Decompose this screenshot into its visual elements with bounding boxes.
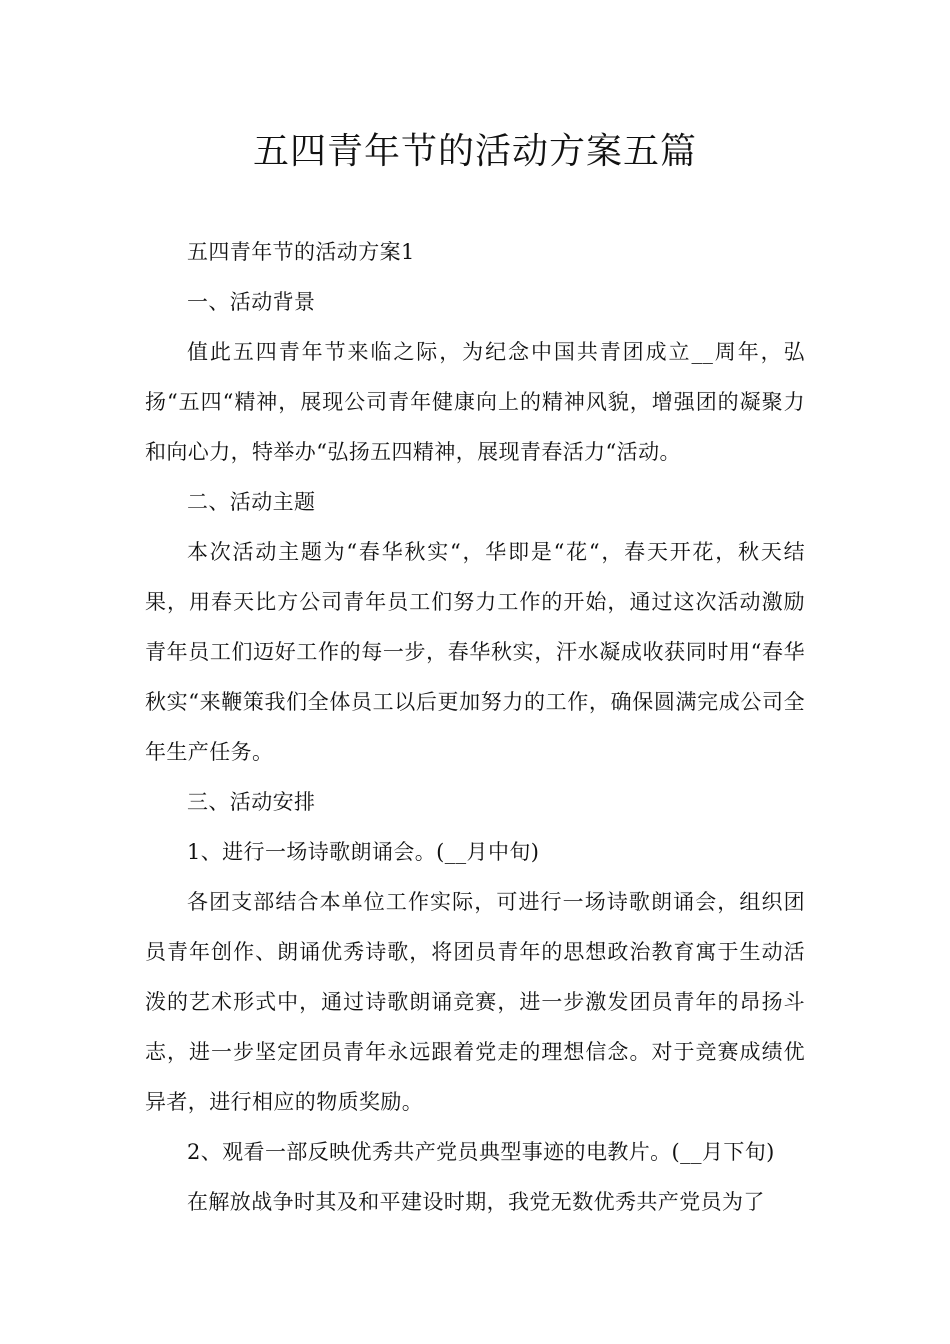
- paragraph-background: 值此五四青年节来临之际，为纪念中国共青团成立__周年，弘扬“五四“精神，展现公司青年健康向上的精神风貌，增强团的凝聚力和向心力，特举办“弘扬五四精神，展现青春活力“活动。: [145, 340, 805, 464]
- document-body: [145, 227, 805, 1227]
- paragraph-theme: 本次活动主题为“春华秋实“，华即是“花“，春天开花，秋天结果，用春天比方公司青年员工们努力工作的开始，通过这次活动激励青年员工们迈好工作的每一步，春华秋实，汗水凝成收获同时用“春华秋实“来鞭策我们全体员工以后更加努力的工作，确保圆满完成公司全年生产任务。: [145, 540, 805, 764]
- section-heading-plan-1: 五四青年节的活动方案1: [187, 240, 415, 264]
- paragraph-poetry-reading: 各团支部结合本单位工作实际，可进行一场诗歌朗诵会，组织团员青年创作、朗诵优秀诗歌，将团员青年的思想政治教育寓于生动活泼的艺术形式中，通过诗歌朗诵竞赛，进一步激发团员青年的昂扬斗志，进一步坚定团员青年永远跟着党走的理想信念。对于竞赛成绩优异者，进行相应的物质奖励。: [145, 890, 805, 1114]
- section-heading-arrangement: 三、活动安排: [187, 790, 316, 814]
- item-heading-film-viewing: 2、观看一部反映优秀共产党员典型事迹的电教片。(__月下旬): [187, 1140, 775, 1164]
- item-heading-poetry-reading: 1、进行一场诗歌朗诵会。(__月中旬): [187, 840, 540, 864]
- paragraph-film-viewing: 在解放战争时其及和平建设时期，我党无数优秀共产党员为了: [187, 1190, 765, 1214]
- section-heading-background: 一、活动背景: [187, 290, 316, 314]
- section-heading-theme: 二、活动主题: [187, 490, 316, 514]
- document-title: 五四青年节的活动方案五篇: [252, 131, 697, 172]
